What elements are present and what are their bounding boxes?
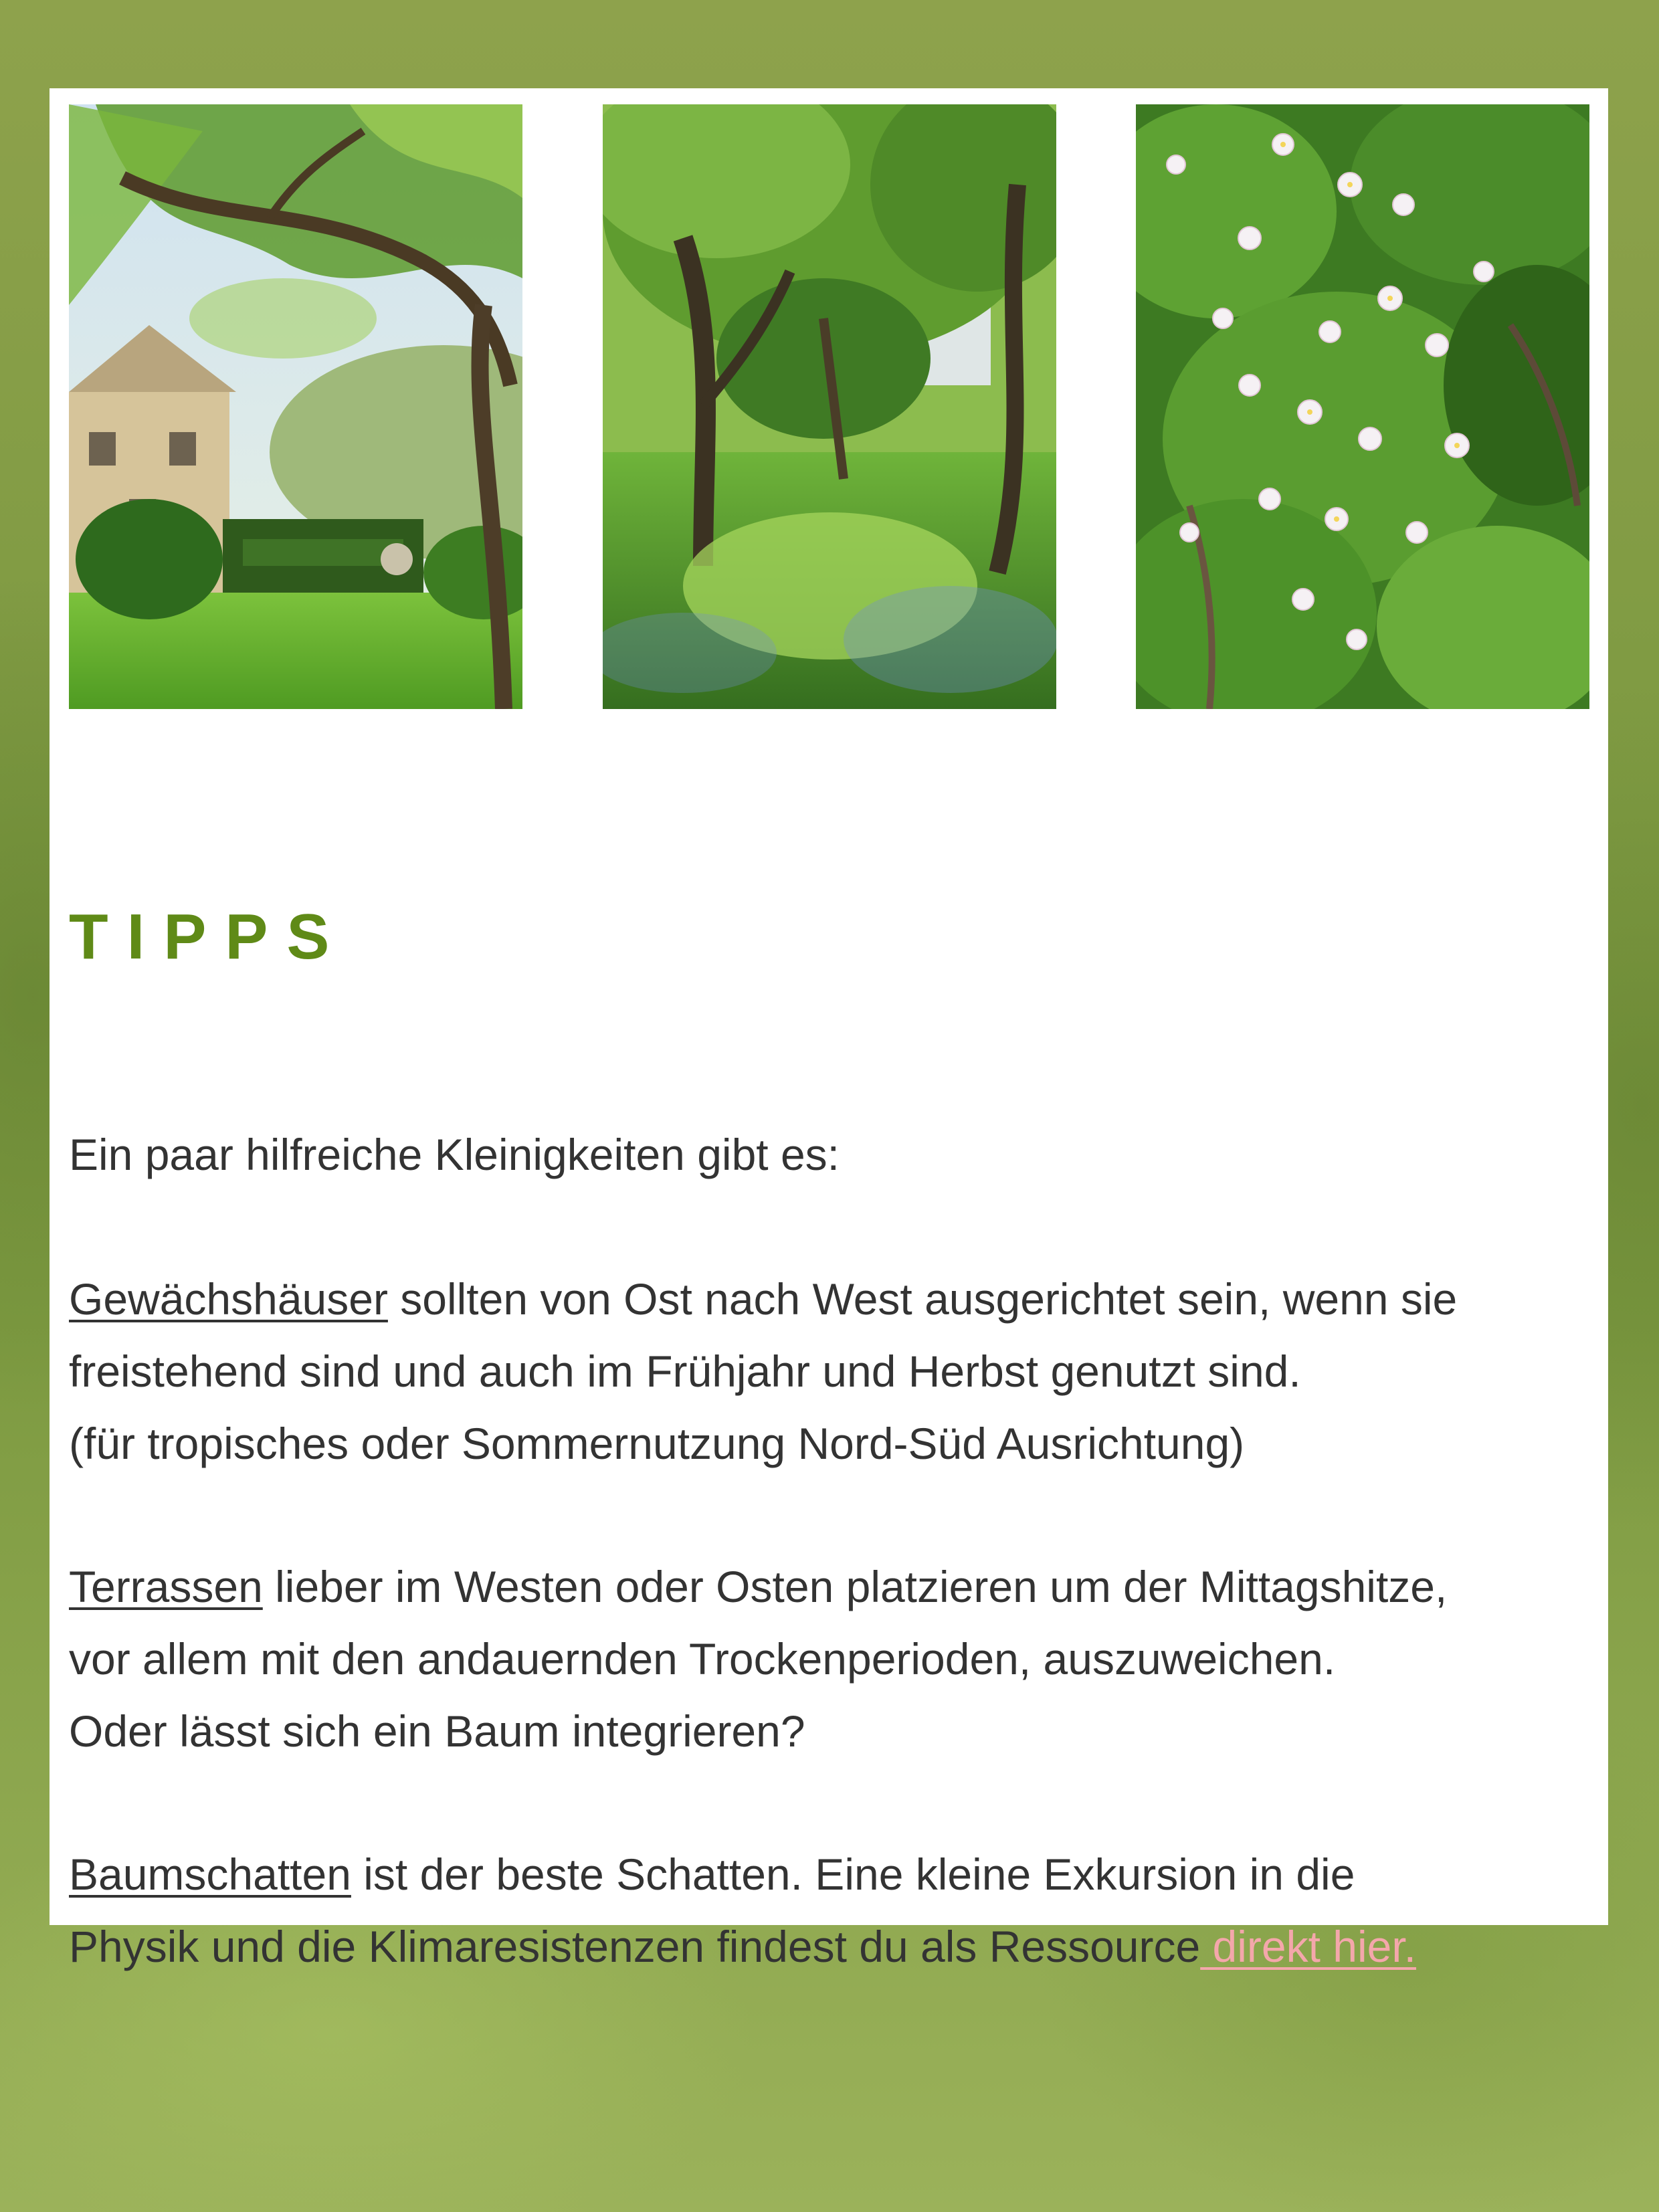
garden-house-photo xyxy=(69,104,522,709)
tip-greenhouses xyxy=(69,1263,1594,1480)
tip-text: sollten von Ost nach West ausgerichtet sein, wenn sie xyxy=(387,1274,1458,1324)
tips-heading: TIPPS xyxy=(69,901,349,973)
content-card xyxy=(50,88,1608,1971)
tip-text: ist der beste Schatten. Eine kleine Exkursion in die xyxy=(351,1849,1355,1899)
tip-line xyxy=(69,1550,1594,1623)
tip-line: Oder lässt sich ein Baum integrieren? xyxy=(69,1706,805,1756)
tip-term-terraces: Terrassen xyxy=(69,1562,263,1611)
tip-tree-shade xyxy=(69,1838,1594,1983)
intro-text xyxy=(69,1118,1594,1191)
tip-text: lieber im Westen oder Osten platzieren um der Mittagshitze, xyxy=(262,1562,1448,1611)
tip-line xyxy=(69,1263,1594,1335)
tip-line: freistehend sind und auch im Frühjahr und Herbst genutzt sind. xyxy=(69,1346,1301,1396)
tip-line xyxy=(69,1838,1594,1910)
orchard-trees-photo xyxy=(603,104,1056,709)
intro-line: Ein paar hilfreiche Kleinigkeiten gibt es: xyxy=(69,1130,840,1179)
tip-line xyxy=(69,1910,1594,1983)
tip-term-greenhouses: Gewächshäuser xyxy=(69,1274,388,1324)
tip-term-tree-shade: Baumschatten xyxy=(69,1849,351,1899)
white-flowers-photo xyxy=(1136,104,1589,709)
tip-line: (für tropisches oder Sommernutzung Nord-Süd Ausrichtung) xyxy=(69,1419,1245,1468)
tip-line: vor allem mit den andauernden Trockenperioden, auszuweichen. xyxy=(69,1634,1336,1684)
tip-text: Physik und die Klimaresistenzen findest du als Ressource xyxy=(69,1922,1201,1971)
tip-terraces xyxy=(69,1550,1594,1767)
resource-link[interactable]: direkt hier. xyxy=(1200,1922,1417,1971)
